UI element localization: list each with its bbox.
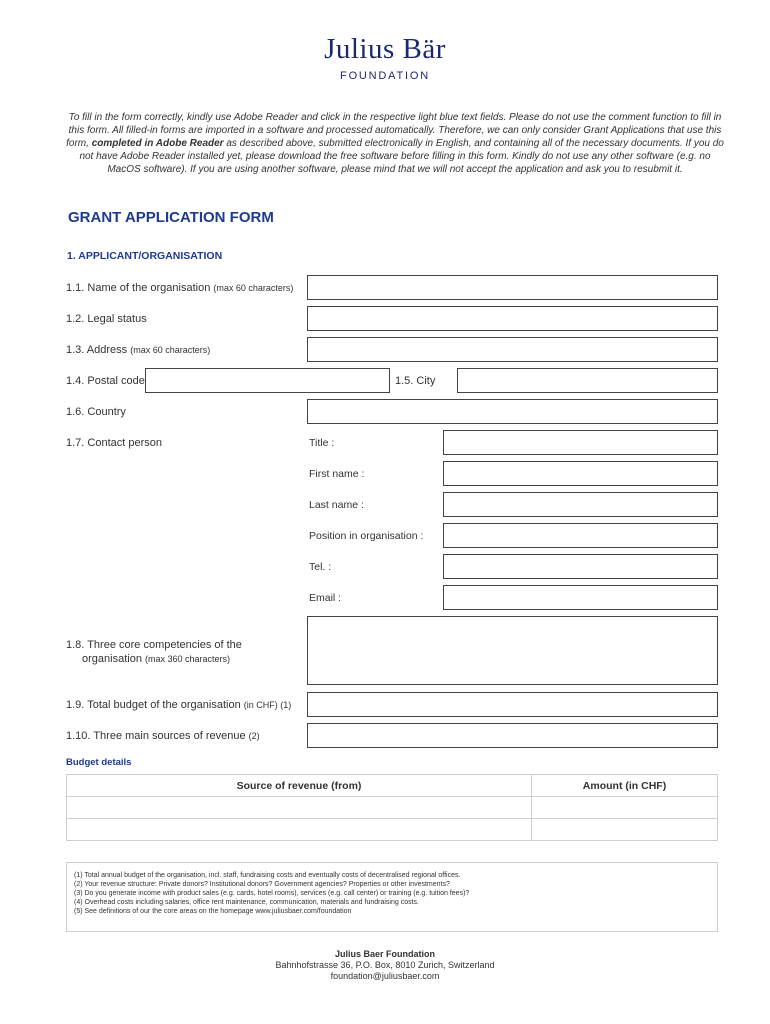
country-field[interactable] xyxy=(307,399,718,424)
footnote-2: (2) Your revenue structure: Private donors? Institutional donors? Government agencies? Properties or other investments? xyxy=(74,881,450,888)
label-tel: Tel. : xyxy=(309,561,332,573)
label-total-budget: 1.9. Total budget of the organisation (in CHF) (1) xyxy=(66,699,292,711)
position-field[interactable] xyxy=(443,523,718,548)
footnote-4: (4) Overhead costs including salaries, office rent maintenance, communication, materials and fundraising costs. xyxy=(74,899,419,906)
column-amount-chf: Amount (in CHF) xyxy=(532,775,718,797)
label-first-name: First name : xyxy=(309,468,365,480)
label-core-competencies: 1.8. Three core competencies of the xyxy=(66,639,242,651)
last-name-field[interactable] xyxy=(443,492,718,517)
amount-cell[interactable] xyxy=(532,797,718,819)
column-source-of-revenue: Source of revenue (from) xyxy=(67,775,532,797)
label-last-name: Last name : xyxy=(309,499,364,511)
revenue-sources-field[interactable] xyxy=(307,723,718,748)
contact-title-field[interactable] xyxy=(443,430,718,455)
label-city: 1.5. City xyxy=(395,375,436,387)
intro-instructions: To fill in the form correctly, kindly use Adobe Reader and click in the respective light blue text fields. Please do not use the comment function to fill in this form. All filled-in forms are imported in a software and processed automatically. Therefore, we can only consider Grant Applications that use this form, completed in Adobe Reader as described above, submitted electronically in English, and containing all of the necessary documents. If you do not have Adobe Reader installed yet, please download the free software before filling in this form. Kindly do not use any other software (e.g. no MacOS software). If you are using another software, please mind that we will not accept the application and ask you to resubmit it. xyxy=(66,112,724,175)
source-cell[interactable] xyxy=(67,797,532,819)
label-core-competencies-2: organisation (max 360 characters) xyxy=(82,653,231,665)
label-organisation-name: 1.1. Name of the organisation (max 60 characters) xyxy=(66,282,294,294)
table-row xyxy=(67,797,718,819)
footnote-1: (1) Total annual budget of the organisation, incl. staff, fundraising costs and eventually costs of decentralised regional offices. xyxy=(74,872,461,879)
amount-cell[interactable] xyxy=(532,819,718,841)
footer-email: foundation@juliusbaer.com xyxy=(330,971,440,981)
budget-table xyxy=(66,774,718,841)
label-address: 1.3. Address (max 60 characters) xyxy=(66,344,211,356)
foundation-logo-text: FOUNDATION xyxy=(340,70,430,82)
label-position: Position in organisation : xyxy=(309,530,424,542)
tel-field[interactable] xyxy=(443,554,718,579)
budget-details-label: Budget details xyxy=(66,757,132,768)
budget-table-header xyxy=(67,775,718,797)
footnote-3: (3) Do you generate income with product sales (e.g. cards, hotel rooms), services (e.g. call center) or training (e.g. tuition fees)? xyxy=(74,890,470,897)
section-title-applicant: 1. APPLICANT/ORGANISATION xyxy=(67,250,223,262)
label-legal-status: 1.2. Legal status xyxy=(66,313,147,325)
organisation-name-field[interactable] xyxy=(307,275,718,300)
julius-baer-logo: Julius Bär xyxy=(324,33,446,65)
label-contact-title: Title : xyxy=(309,437,335,449)
source-cell[interactable] xyxy=(67,819,532,841)
footnote-5: (5) See definitions of our the core areas on the homepage www.juliusbaer.com/foundation xyxy=(74,908,352,915)
footer-org-name: Julius Baer Foundation xyxy=(334,949,435,959)
first-name-field[interactable] xyxy=(443,461,718,486)
form-title: GRANT APPLICATION FORM xyxy=(68,209,274,226)
footer-address: Bahnhofstrasse 36, P.O. Box, 8010 Zurich, Switzerland xyxy=(275,960,495,970)
label-email: Email : xyxy=(309,592,342,604)
address-field[interactable] xyxy=(307,337,718,362)
label-country: 1.6. Country xyxy=(66,406,126,418)
city-field[interactable] xyxy=(457,368,718,393)
label-postal-code: 1.4. Postal code xyxy=(66,375,145,387)
email-field[interactable] xyxy=(443,585,718,610)
postal-code-field[interactable] xyxy=(145,368,390,393)
total-budget-field[interactable] xyxy=(307,692,718,717)
legal-status-field[interactable] xyxy=(307,306,718,331)
footnotes-box xyxy=(66,862,718,932)
label-contact-person: 1.7. Contact person xyxy=(66,437,163,449)
core-competencies-field[interactable] xyxy=(307,616,718,685)
table-row xyxy=(67,819,718,841)
label-revenue-sources: 1.10. Three main sources of revenue (2) xyxy=(66,730,260,742)
